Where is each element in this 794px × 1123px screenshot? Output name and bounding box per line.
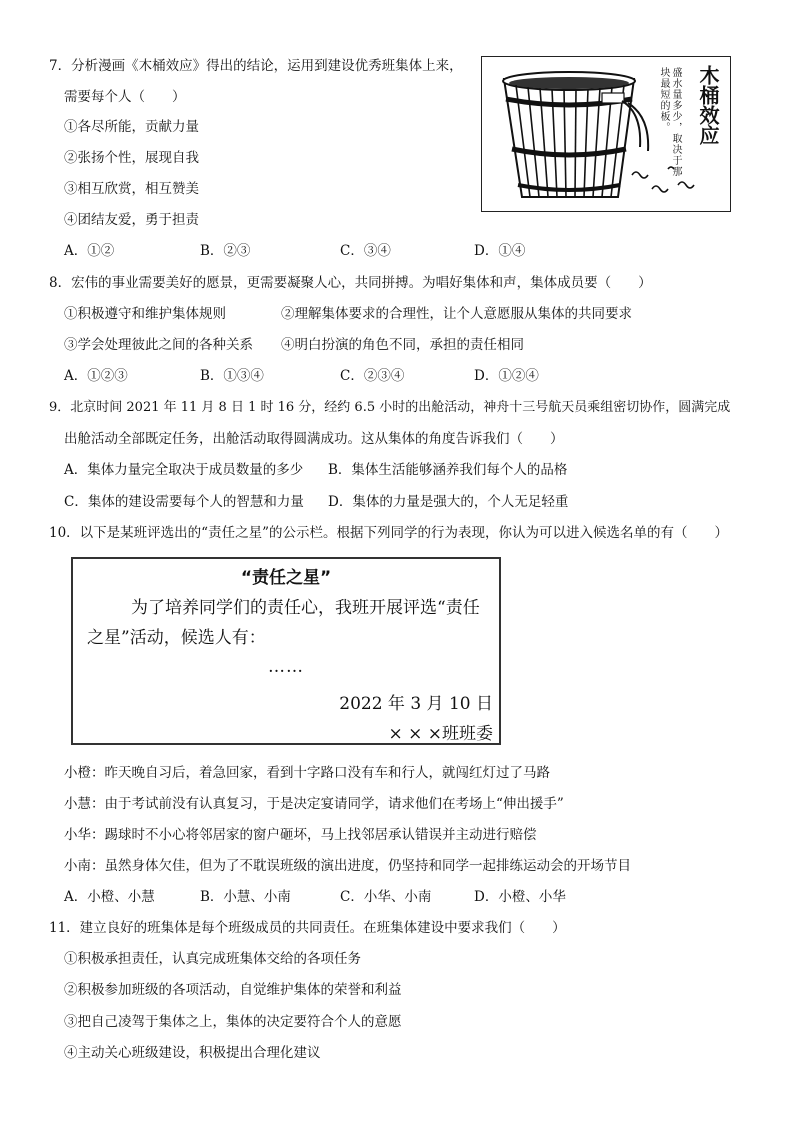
q7-option-d[interactable]: D．①④ [474, 243, 526, 259]
q9-stem-line1: 9．北京时间 2021 年 11 月 8 日 1 时 16 分，经约 6.5 小时的出舱活动，神舟十三号航天员乘组密切协作，圆满完成 [49, 400, 731, 415]
q9-option-d[interactable]: D．集体的力量是强大的，个人无足轻重 [328, 494, 569, 510]
wooden-bucket-illustration [482, 57, 730, 211]
q7-option-a[interactable]: A．①② [64, 243, 115, 259]
q8-option-d[interactable]: D．①②④ [474, 368, 539, 384]
q8-option-c[interactable]: C．②③④ [340, 368, 405, 384]
notice-date: 2022 年 3 月 10 日 [339, 694, 493, 714]
q7-option-b[interactable]: B．②③ [200, 243, 251, 259]
q11-item-4: ④主动关心班级建设，积极提出合理化建议 [64, 1045, 321, 1061]
notice-title: “责任之星” [240, 568, 332, 588]
q8-option-b[interactable]: B．①③④ [200, 368, 264, 384]
q7-option-c[interactable]: C．③④ [340, 243, 391, 259]
q9-option-b[interactable]: B．集体生活能够涵养我们每个人的品格 [328, 462, 568, 478]
q7-stem-line1: 7．分析漫画《木桶效应》得出的结论，运用到建设优秀班集体上来， [49, 58, 463, 74]
notice-ellipsis: …… [268, 657, 304, 677]
comic-title: 木桶效应 [696, 65, 720, 145]
notice-signer: × × ×班班委 [388, 724, 493, 744]
q7-item-3: ③相互欣赏，相互赞美 [64, 181, 199, 197]
q10-option-b[interactable]: B．小慧、小南 [200, 889, 291, 905]
q11-stem: 11．建立良好的班集体是每个班级成员的共同责任。在班集体建设中要求我们（ ） [49, 920, 566, 936]
q8-item-3: ③学会处理彼此之间的各种关系 [64, 337, 253, 353]
q9-option-a[interactable]: A．集体力量完全取决于成员数量的多少 [64, 462, 304, 478]
q11-item-3: ③把自己凌驾于集体之上，集体的决定要符合个人的意愿 [64, 1014, 402, 1030]
q8-item-2: ②理解集体要求的合理性，让个人意愿服从集体的共同要求 [281, 306, 632, 322]
q10-student-1: 小橙：昨天晚自习后，着急回家，看到十字路口没有车和行人，就闯红灯过了马路 [64, 765, 550, 781]
q7-item-2: ②张扬个性，展现自我 [64, 150, 199, 166]
bucket-effect-comic [481, 56, 731, 212]
q8-option-a[interactable]: A．①②③ [64, 368, 128, 384]
q11-item-2: ②积极参加班级的各项活动，自觉维护集体的荣誉和利益 [64, 982, 402, 998]
q7-item-1: ①各尽所能，贡献力量 [64, 119, 199, 135]
notice-body: 为了培养同学们的责任心，我班开展评选“责任之星”活动，候选人有： [87, 598, 480, 648]
q8-stem: 8．宏伟的事业需要美好的愿景，更需要凝聚人心，共同拼搏。为唱好集体和声，集体成员要（ ） [49, 275, 652, 291]
comic-caption: 盛水量多少，取决于那块最短的板。 [658, 67, 681, 177]
q8-item-4: ④明白扮演的角色不同，承担的责任相同 [281, 337, 524, 353]
q10-option-c[interactable]: C．小华、小南 [340, 889, 432, 905]
responsibility-star-notice-board [71, 557, 501, 745]
q7-item-4: ④团结友爱，勇于担责 [64, 212, 199, 228]
q10-student-2: 小慧：由于考试前没有认真复习，于是决定宴请同学，请求他们在考场上“伸出援手” [64, 796, 564, 812]
q8-item-1: ①积极遵守和维护集体规则 [64, 306, 226, 322]
q7-stem-line2: 需要每个人（ ） [64, 89, 186, 105]
q10-student-3: 小华：踢球时不小心将邻居家的窗户砸坏，马上找邻居承认错误并主动进行赔偿 [64, 827, 537, 843]
q10-option-a[interactable]: A．小橙、小慧 [64, 889, 155, 905]
q9-stem-line2: 出舱活动全部既定任务，出舱活动取得圆满成功。这从集体的角度告诉我们（ ） [64, 431, 564, 447]
q10-stem: 10．以下是某班评选出的“责任之星”的公示栏。根据下列同学的行为表现，你认为可以进入候选名单的有（ ） [49, 525, 728, 541]
q10-student-4: 小南：虽然身体欠佳，但为了不耽误班级的演出进度，仍坚持和同学一起排练运动会的开场节目 [64, 858, 631, 874]
q10-option-d[interactable]: D．小橙、小华 [474, 889, 566, 905]
q11-item-1: ①积极承担责任，认真完成班集体交给的各项任务 [64, 951, 361, 967]
q9-option-c[interactable]: C．集体的建设需要每个人的智慧和力量 [64, 494, 304, 510]
